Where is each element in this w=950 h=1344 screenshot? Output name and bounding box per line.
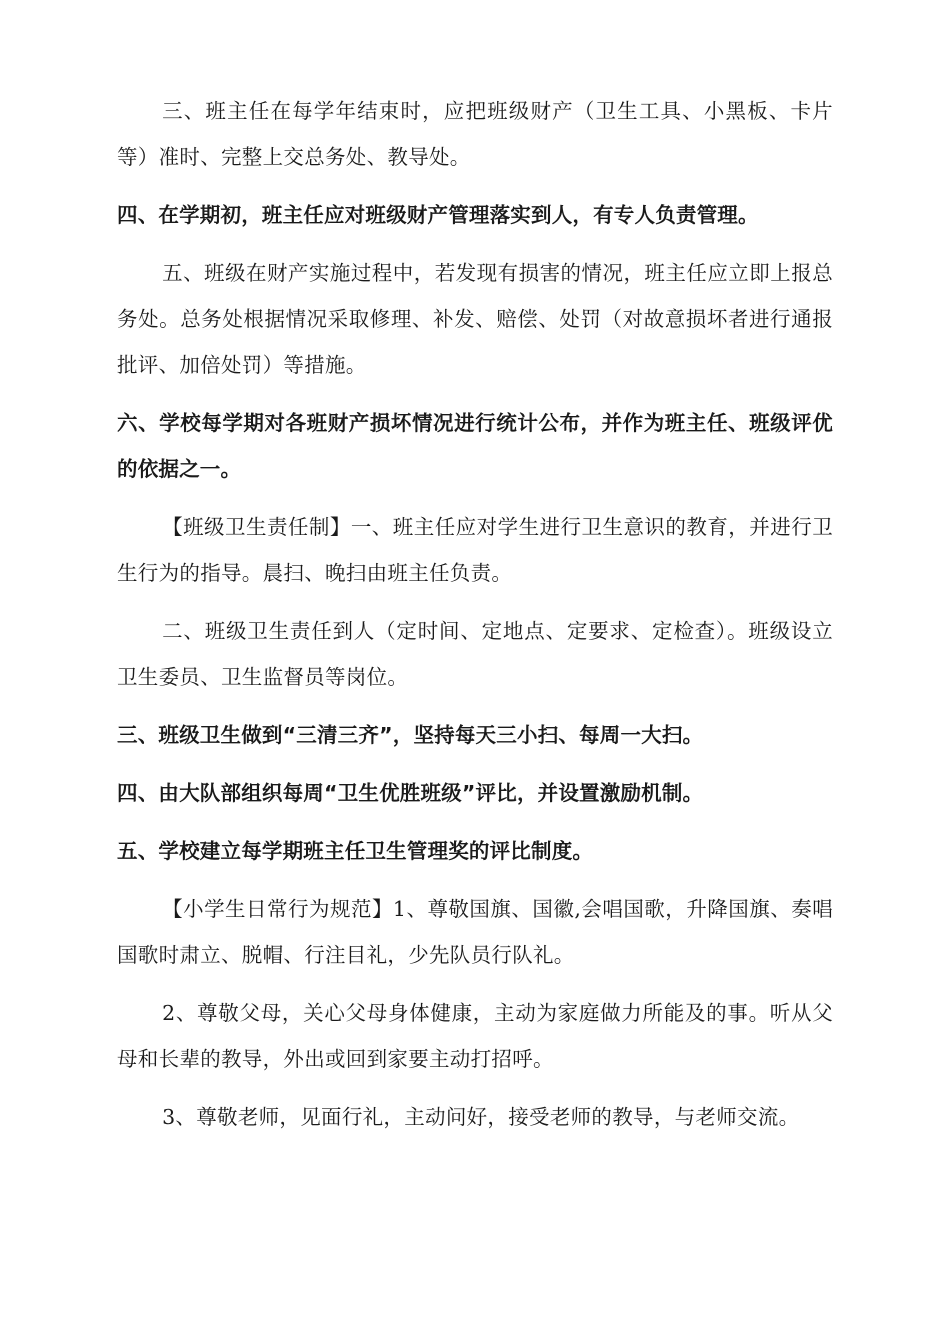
paragraph-hygiene-duty: 二、班级卫生责任到人（定时间、定地点、定要求、定检查）。班级设立卫生委员、卫生监督员等岗位。 [117,619,833,689]
paragraph-damage-statistics: 六、学校每学期对各班财产损坏情况进行统计公布，并作为班主任、班级评优的依据之一。 [117,411,833,481]
document-page [117,88,833,1152]
paragraph-hygiene-education: 【班级卫生责任制】一、班主任应对学生进行卫生意识的教育，并进行卫生行为的指导。晨扫、晚扫由班主任负责。 [117,515,833,585]
paragraph-property-handover: 三、班主任在每学年结束时，应把班级财产（卫生工具、小黑板、卡片等）准时、完整上交总务处、教导处。 [117,99,833,169]
paragraph-conduct-parents: 2、尊敬父母，关心父母身体健康，主动为家庭做力所能及的事。听从父母和长辈的教导，外出或回到家要主动打招呼。 [117,1001,833,1071]
paragraph-hygiene-award: 五、学校建立每学期班主任卫生管理奖的评比制度。 [117,839,594,863]
paragraph-damage-report: 五、班级在财产实施过程中，若发现有损害的情况，班主任应立即上报总务处。总务处根据情况采取修理、补发、赔偿、处罚（对故意损坏者进行通报批评、加倍处罚）等措施。 [117,261,833,377]
paragraph-hygiene-cleaning: 三、班级卫生做到“三清三齐”，坚持每天三小扫、每周一大扫。 [117,723,704,747]
paragraph-property-responsibility: 四、在学期初，班主任应对班级财产管理落实到人，有专人负责管理。 [117,203,759,227]
paragraph-conduct-teachers: 3、尊敬老师，见面行礼，主动问好，接受老师的教导，与老师交流。 [162,1105,800,1129]
paragraph-hygiene-contest: 四、由大队部组织每周“卫生优胜班级”评比，并设置激励机制。 [117,781,704,805]
paragraph-conduct-flag: 【小学生日常行为规范】1、尊敬国旗、国徽,会唱国歌，升降国旗、奏唱国歌时肃立、脱帽、行注目礼，少先队员行队礼。 [117,897,833,967]
